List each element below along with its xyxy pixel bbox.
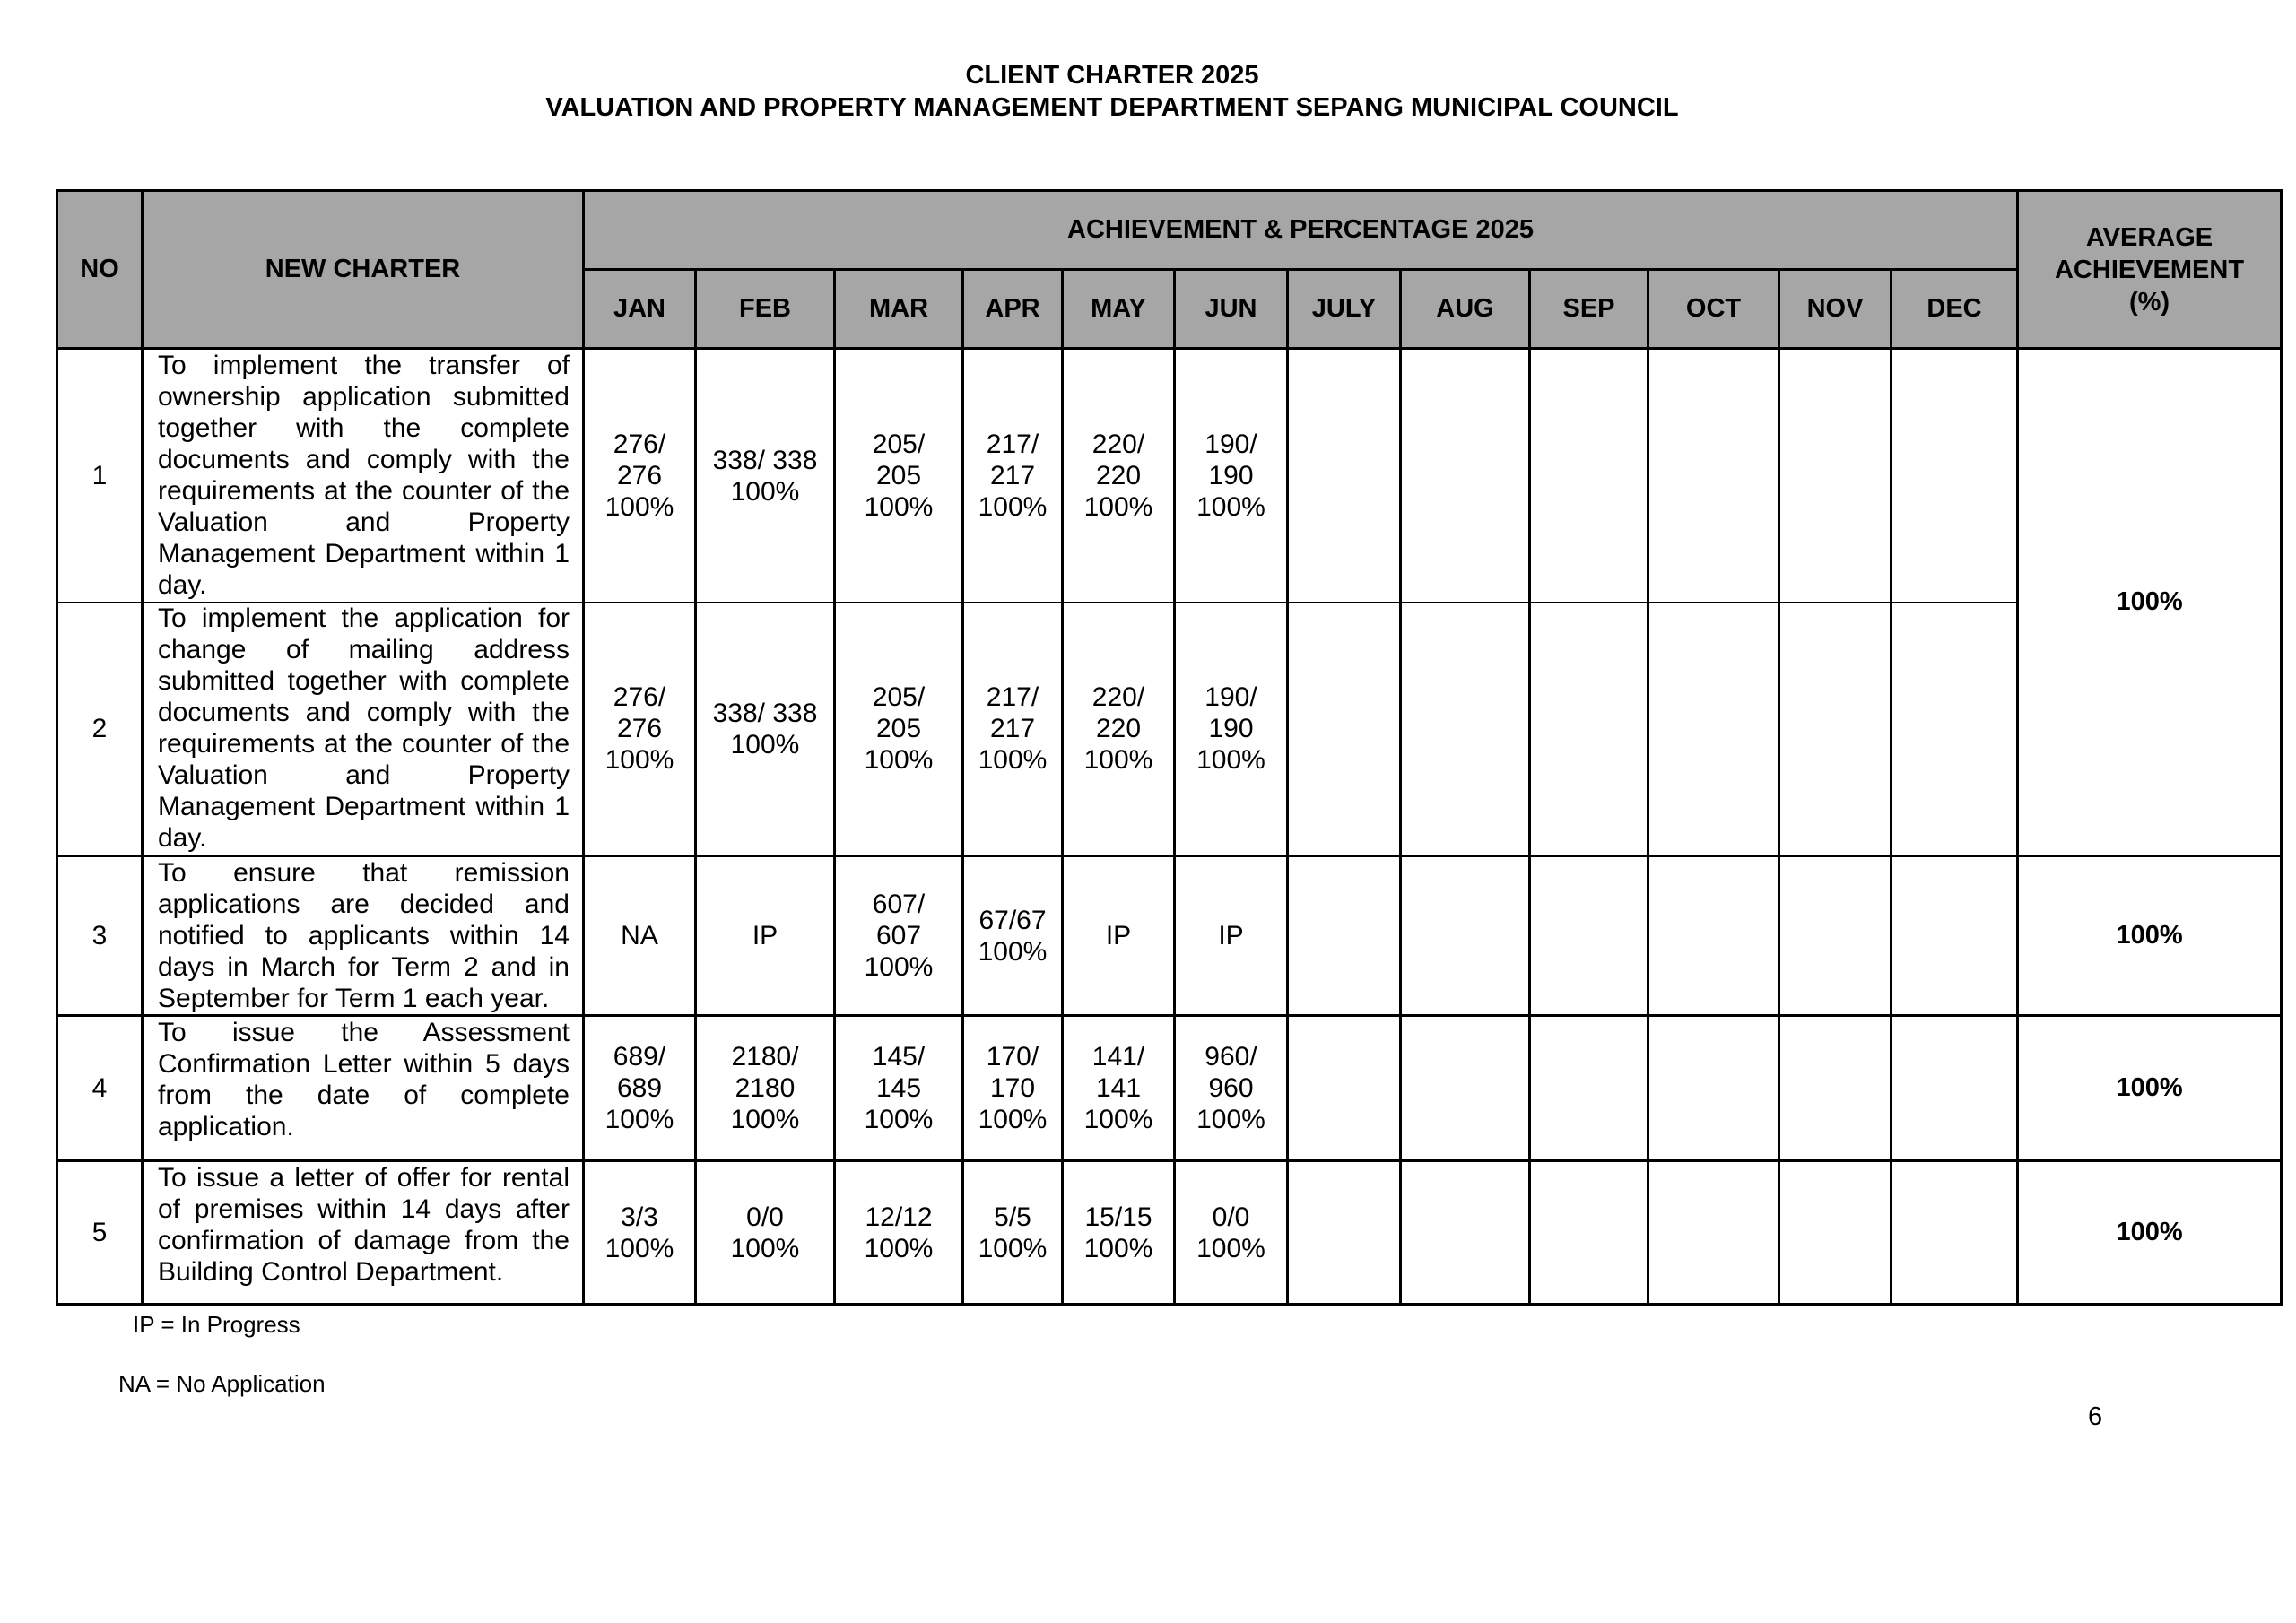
month-value (1401, 1016, 1530, 1161)
month-value: 689/ 689 100% (584, 1016, 696, 1161)
charter-text: To ensure that remission applications are decided and notified to applicants within 14 days in March for Term 2 and in September for Term 1 each year. (143, 856, 584, 1016)
legend-note-in-progress: IP = In Progress (133, 1311, 300, 1338)
month-value (1779, 349, 1892, 603)
month-value: 190/ 190 100% (1175, 603, 1288, 856)
month-value: 67/67 100% (963, 856, 1063, 1016)
month-value (1892, 1161, 2018, 1305)
month-value: NA (584, 856, 696, 1016)
month-value: 276/ 276 100% (584, 349, 696, 603)
month-value: 338/ 338 100% (696, 349, 835, 603)
month-value: 3/3 100% (584, 1161, 696, 1305)
month-value (1648, 1016, 1779, 1161)
month-value: IP (1063, 856, 1175, 1016)
month-value: 607/ 607 100% (835, 856, 963, 1016)
month-value (1648, 603, 1779, 856)
month-value (1779, 1161, 1892, 1305)
header-month: APR (963, 270, 1063, 349)
month-value: 276/ 276 100% (584, 603, 696, 856)
month-value: 217/ 217 100% (963, 603, 1063, 856)
month-value: IP (696, 856, 835, 1016)
row-number: 4 (57, 1016, 143, 1161)
header-month: MAR (835, 270, 963, 349)
table-row (57, 856, 2282, 1016)
month-value (1288, 1161, 1401, 1305)
header-month: FEB (696, 270, 835, 349)
header-month: JAN (584, 270, 696, 349)
month-value: 12/12 100% (835, 1161, 963, 1305)
page-number: 6 (2088, 1402, 2103, 1431)
charter-text: To implement the transfer of ownership application submitted together with the complete documents and comply with the requirements at the counter of the Valuation and Property Management Department within 1 day. (143, 349, 584, 603)
month-value: 0/0 100% (696, 1161, 835, 1305)
month-value: 141/ 141 100% (1063, 1016, 1175, 1161)
table-row (57, 603, 2282, 856)
month-value (1892, 349, 2018, 603)
month-value: 338/ 338 100% (696, 603, 835, 856)
table-row (57, 1016, 2282, 1161)
client-charter-table (56, 189, 2283, 1306)
month-value (1892, 856, 2018, 1016)
header-new-charter: NEW CHARTER (143, 191, 584, 349)
document-subtitle: VALUATION AND PROPERTY MANAGEMENT DEPARTMENT SEPANG MUNICIPAL COUNCIL (545, 93, 1679, 122)
month-value: 220/ 220 100% (1063, 603, 1175, 856)
header-month: DEC (1892, 270, 2018, 349)
header-month: OCT (1648, 270, 1779, 349)
month-value (1401, 856, 1530, 1016)
month-value: 220/ 220 100% (1063, 349, 1175, 603)
month-value (1401, 349, 1530, 603)
header-month: SEP (1530, 270, 1648, 349)
charter-text: To implement the application for change of mailing address submitted together with complete documents and comply with the requirements at the counter of the Valuation and Property Management Department within 1 day. (143, 603, 584, 856)
month-value (1779, 603, 1892, 856)
charter-text: To issue the Assessment Confirmation Letter within 5 days from the date of complete application. (143, 1016, 584, 1161)
header-achievement-group: ACHIEVEMENT & PERCENTAGE 2025 (584, 191, 2018, 270)
month-value: 170/ 170 100% (963, 1016, 1063, 1161)
month-value (1288, 1016, 1401, 1161)
month-value: IP (1175, 856, 1288, 1016)
month-value: 2180/ 2180 100% (696, 1016, 835, 1161)
month-value (1530, 1161, 1648, 1305)
month-value (1892, 603, 2018, 856)
month-value (1401, 1161, 1530, 1305)
month-value (1648, 1161, 1779, 1305)
row-number: 5 (57, 1161, 143, 1305)
header-no: NO (57, 191, 143, 349)
month-value (1288, 856, 1401, 1016)
month-value (1779, 1016, 1892, 1161)
month-value (1892, 1016, 2018, 1161)
month-value: 190/ 190 100% (1175, 349, 1288, 603)
row-number: 1 (57, 349, 143, 603)
header-month: JUN (1175, 270, 1288, 349)
month-value: 145/ 145 100% (835, 1016, 963, 1161)
month-value: 205/ 205 100% (835, 349, 963, 603)
table-row (57, 1161, 2282, 1305)
month-value (1401, 603, 1530, 856)
average-achievement: 100% (2018, 1016, 2282, 1161)
month-value: 5/5 100% (963, 1161, 1063, 1305)
month-value: 960/ 960 100% (1175, 1016, 1288, 1161)
month-value: 217/ 217 100% (963, 349, 1063, 603)
month-value: 0/0 100% (1175, 1161, 1288, 1305)
month-value (1779, 856, 1892, 1016)
charter-text: To issue a letter of offer for rental of premises within 14 days after confirmation of damage from the Building Control Department. (143, 1161, 584, 1305)
row-number: 2 (57, 603, 143, 856)
header-average-achievement: AVERAGE ACHIEVEMENT (%) (2018, 191, 2282, 349)
header-month: AUG (1401, 270, 1530, 349)
month-value (1530, 603, 1648, 856)
month-value (1648, 349, 1779, 603)
row-number: 3 (57, 856, 143, 1016)
average-achievement: 100% (2018, 1161, 2282, 1305)
header-month: NOV (1779, 270, 1892, 349)
month-value: 205/ 205 100% (835, 603, 963, 856)
table-row (57, 349, 2282, 603)
month-value: 15/15 100% (1063, 1161, 1175, 1305)
month-value (1288, 349, 1401, 603)
legend-note-no-application: NA = No Application (118, 1370, 326, 1397)
average-achievement: 100% (2018, 856, 2282, 1016)
header-month: MAY (1063, 270, 1175, 349)
header-month: JULY (1288, 270, 1401, 349)
month-value (1288, 603, 1401, 856)
month-value (1530, 349, 1648, 603)
average-achievement: 100% (2018, 349, 2282, 856)
month-value (1648, 856, 1779, 1016)
month-value (1530, 1016, 1648, 1161)
month-value (1530, 856, 1648, 1016)
document-title: CLIENT CHARTER 2025 (965, 61, 1259, 90)
